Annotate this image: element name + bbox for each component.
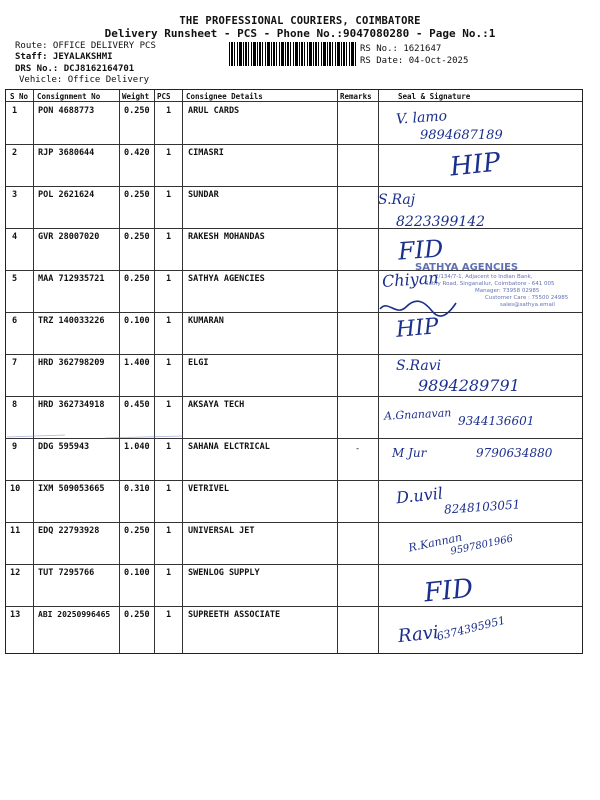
row-consignee: ELGI — [188, 358, 209, 368]
header-rule — [6, 101, 582, 102]
row-pcs: 1 — [166, 484, 172, 494]
col-divider — [378, 90, 379, 653]
row-weight: 0.420 — [124, 148, 150, 158]
row-weight: 0.100 — [124, 568, 150, 578]
row-sno: 8 — [12, 400, 18, 410]
row-sno: 12 — [10, 568, 21, 578]
row-consignment: RJP 3680644 — [38, 148, 95, 158]
row-weight: 0.250 — [124, 610, 150, 620]
row-pcs: 1 — [166, 400, 172, 410]
company-name: THE PROFESSIONAL COURIERS, COIMBATORE — [179, 15, 421, 27]
signature-row-8: A.Gnanavan — [383, 406, 452, 423]
row-consignment: TRZ 140033226 — [38, 316, 105, 326]
row-pcs: 1 — [166, 442, 172, 452]
row-pcs: 1 — [166, 148, 172, 158]
row-consignee: VETRIVEL — [188, 484, 229, 494]
row-consignee: SUNDAR — [188, 190, 219, 200]
row-pcs: 1 — [166, 232, 172, 242]
row-rule — [6, 480, 582, 481]
row-consignment: HRD 362734918 — [38, 400, 105, 410]
row-rule — [6, 564, 582, 565]
row-consignee: KUMARAN — [188, 316, 224, 326]
row-rule — [6, 606, 582, 607]
row-pcs: 1 — [166, 358, 172, 368]
signature-phone-row-3: 8223399142 — [396, 214, 486, 230]
row-rule — [6, 228, 582, 229]
header-remarks: Remarks — [340, 92, 372, 101]
row-weight: 0.250 — [124, 526, 150, 536]
signature-row-5: Chiyan — [381, 268, 440, 291]
col-divider — [33, 90, 34, 653]
rs-date: RS Date: 04-Oct-2025 — [360, 56, 469, 66]
signature-phone-row-10: 8248103051 — [443, 497, 521, 517]
row-remarks: - — [355, 444, 361, 454]
row-rule — [6, 186, 582, 187]
row-rule — [6, 396, 582, 397]
pen-mark — [5, 432, 185, 442]
signature-phone-row-11: 9597801966 — [449, 533, 515, 558]
signature-row-10: D.uvil — [395, 483, 444, 508]
row-consignment: EDQ 22793928 — [38, 526, 100, 536]
signature-row-1: V. lamo — [395, 108, 448, 128]
row-weight: 0.450 — [124, 400, 150, 410]
row-consignee: SATHYA AGENCIES — [188, 274, 265, 284]
row-consignee: ARUL CARDS — [188, 106, 240, 116]
row-consignment: POL 2621624 — [38, 190, 95, 200]
signature-phone-row-7: 9894289791 — [418, 376, 520, 395]
header-pcs: PCS — [157, 92, 171, 101]
stamp-address-2: Sathy Road, Singanallur, Coimbatore - 641 005 — [425, 281, 555, 287]
row-pcs: 1 — [166, 190, 172, 200]
stamp-name: SATHYA AGENCIES — [415, 262, 519, 273]
row-weight: 0.250 — [124, 274, 150, 284]
row-consignment: DDG 595943 — [38, 442, 90, 452]
row-consignee: AKSAYA TECH — [188, 400, 245, 410]
signature-row-11: R.Kannan — [407, 530, 464, 555]
barcode — [229, 42, 357, 66]
row-consignee: SUPREETH ASSOCIATE — [188, 610, 281, 620]
signature-row-4: FID — [397, 234, 445, 266]
row-rule — [6, 522, 582, 523]
row-sno: 2 — [12, 148, 18, 158]
stamp-care: Customer Care : 75500 24985 — [485, 295, 569, 301]
row-consignment: PON 4688773 — [38, 106, 95, 116]
row-weight: 0.250 — [124, 190, 150, 200]
signature-phone-row-8: 9344136601 — [458, 414, 535, 428]
header-consignment: Consignment No — [37, 92, 101, 101]
row-consignment: ABI 20250996465 — [38, 610, 111, 619]
signature-phone-row-9: 9790634880 — [476, 446, 553, 460]
stamp-manager: Manager: 73958 02985 — [475, 288, 540, 294]
row-sno: 13 — [10, 610, 21, 620]
row-sno: 6 — [12, 316, 18, 326]
header-signature: Seal & Signature — [398, 92, 471, 101]
route-label: Route: OFFICE DELIVERY PCS — [15, 41, 156, 51]
signature-row-2: HIP — [448, 147, 502, 183]
signature-row-13: Ravi — [397, 621, 440, 648]
staff-label: Staff: JEYALAKSHMI — [15, 52, 113, 62]
runsheet-title: Delivery Runsheet - PCS - Phone No.:9047080280 - Page No.:1 — [104, 27, 496, 40]
header-consignee: Consignee Details — [186, 92, 263, 101]
row-sno: 10 — [10, 484, 21, 494]
header-weight: Weight — [122, 92, 150, 101]
signature-row-12: FID — [422, 573, 475, 609]
drs-number: DRS No.: DCJ8162164701 — [15, 64, 135, 74]
row-sno: 11 — [10, 526, 21, 536]
row-consignee: SAHANA ELCTRICAL — [188, 442, 270, 452]
row-consignment: GVR 28007020 — [38, 232, 100, 242]
row-weight: 0.250 — [124, 232, 150, 242]
col-divider — [154, 90, 155, 653]
row-weight: 0.250 — [124, 106, 150, 116]
row-sno: 1 — [12, 106, 18, 116]
rs-number: RS No.: 1621647 — [360, 44, 442, 54]
row-rule — [6, 354, 582, 355]
header-sno: S No — [10, 92, 29, 101]
row-sno: 5 — [12, 274, 18, 284]
row-weight: 0.310 — [124, 484, 150, 494]
row-consignment: MAA 712935721 — [38, 274, 105, 284]
col-divider — [119, 90, 120, 653]
row-consignment: TUT 7295766 — [38, 568, 95, 578]
row-sno: 4 — [12, 232, 18, 242]
row-pcs: 1 — [166, 106, 172, 116]
signature-row-6: HIP — [394, 314, 440, 343]
row-weight: 1.040 — [124, 442, 150, 452]
col-divider — [337, 90, 338, 653]
row-consignment: HRD 362798209 — [38, 358, 105, 368]
row-pcs: 1 — [166, 526, 172, 536]
row-consignee: CIMASRI — [188, 148, 224, 158]
row-pcs: 1 — [166, 274, 172, 284]
row-consignee: RAKESH MOHANDAS — [188, 232, 265, 242]
row-pcs: 1 — [166, 568, 172, 578]
signature-row-9: M Jur — [392, 446, 427, 460]
col-divider — [182, 90, 183, 653]
row-pcs: 1 — [166, 316, 172, 326]
row-weight: 1.400 — [124, 358, 150, 368]
stamp-address: 2/134/7-1, Adjacent to Indian Bank, — [435, 274, 533, 280]
row-sno: 7 — [12, 358, 18, 368]
row-sno: 9 — [12, 442, 18, 452]
row-sno: 3 — [12, 190, 18, 200]
row-consignment: IXM 509053665 — [38, 484, 105, 494]
row-weight: 0.100 — [124, 316, 150, 326]
row-rule — [6, 144, 582, 145]
row-consignee: UNIVERSAL JET — [188, 526, 255, 536]
signature-row-7: S.Ravi — [396, 358, 442, 374]
stamp-email: sales@sathya.email — [500, 302, 555, 308]
signature-phone-row-1: 9894687189 — [420, 128, 503, 143]
signature-phone-row-13: 6374395951 — [435, 613, 507, 644]
signature-row-3: S.Raj — [378, 192, 416, 208]
row-pcs: 1 — [166, 610, 172, 620]
vehicle-label: Vehicle: Office Delivery — [19, 75, 150, 85]
row-consignee: SWENLOG SUPPLY — [188, 568, 260, 578]
